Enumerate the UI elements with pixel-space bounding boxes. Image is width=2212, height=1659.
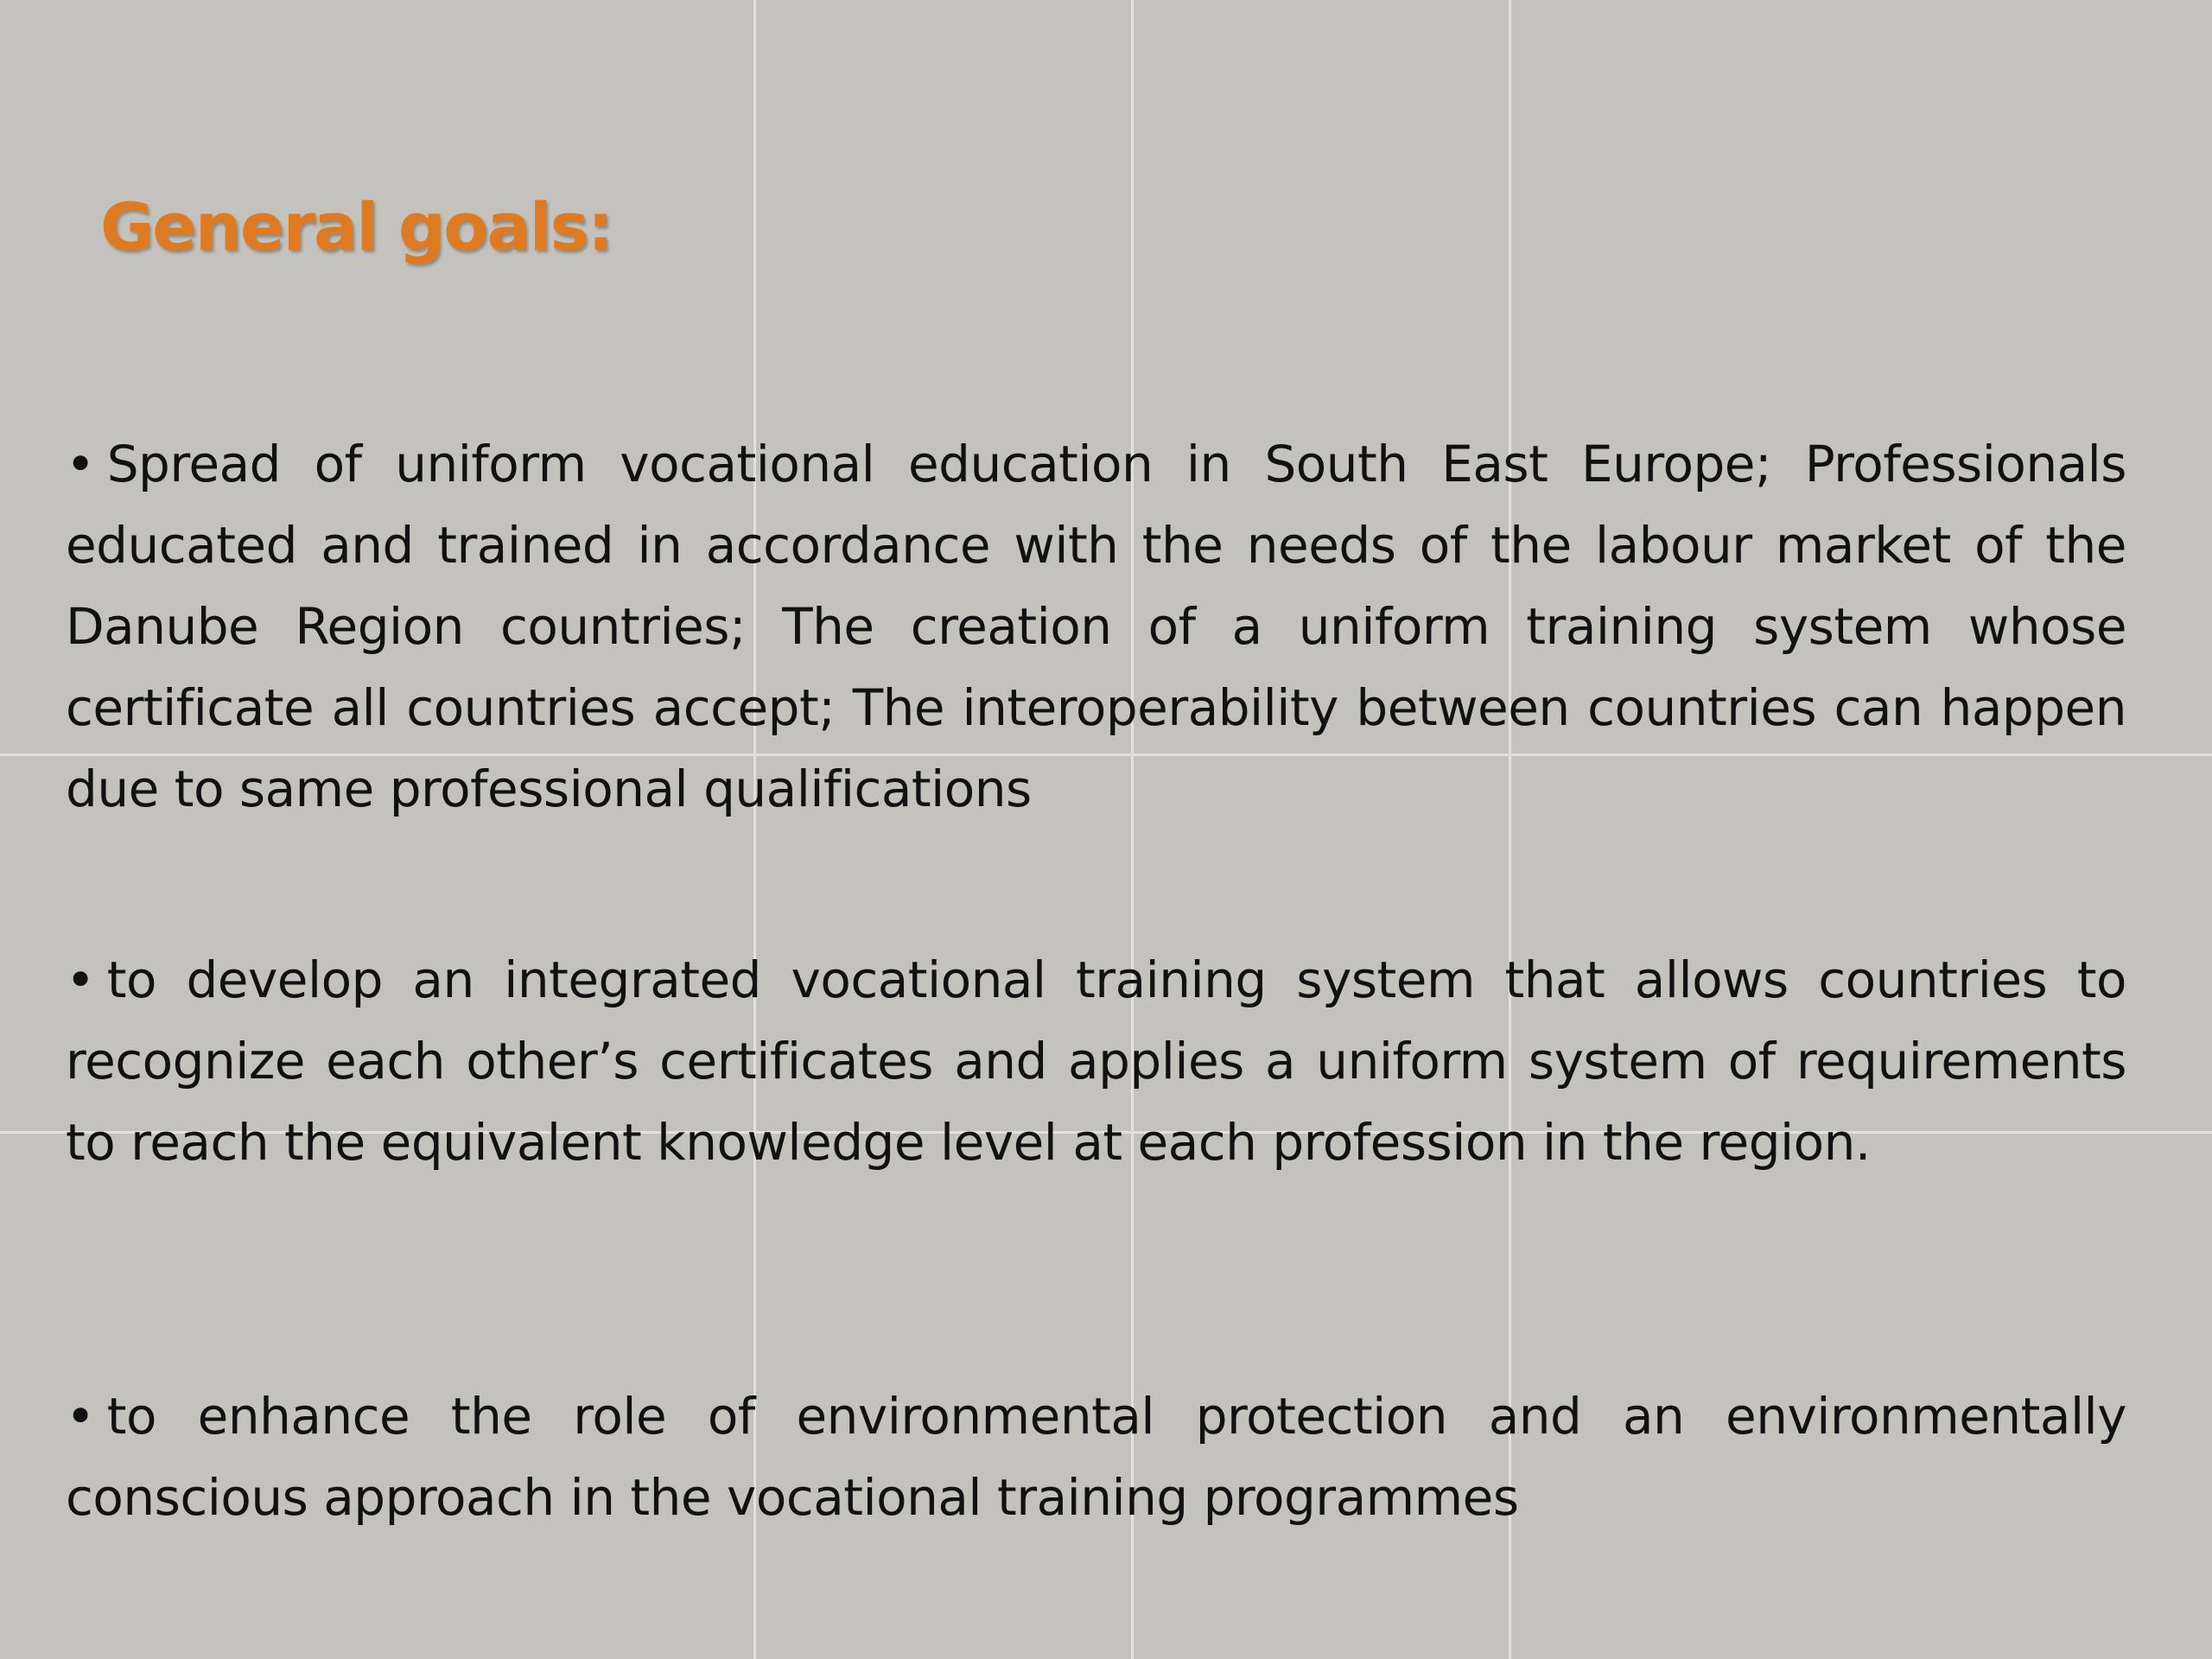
bullet-item: [66, 939, 2126, 1183]
bullet-text: Spread of uniform vocational education in South East Europe; Professionals educated and trained in accordance with the needs of the labour market of the Danube Region countries; The creation of a uniform training system whose certificate all countries accept; The interoperability between countries can happen due to same professional qualifications: [66, 435, 2126, 818]
bullet-marker: •: [66, 950, 95, 1009]
bullet-text: to enhance the role of environmental protection and an environmentally conscious approach in the vocational training programmes: [66, 1387, 2126, 1527]
bullet-text: to develop an integrated vocational training system that allows countries to recognize each other’s certificates and applies a uniform system of requirements to reach the equivalent knowledge level at each profession in the region.: [66, 950, 2126, 1172]
slide-title: General goals:: [100, 188, 613, 265]
bullet-marker: •: [66, 1387, 95, 1446]
bullet-item: [66, 423, 2126, 830]
bullet-item: [66, 1376, 2126, 1538]
bullet-marker: •: [66, 435, 95, 493]
